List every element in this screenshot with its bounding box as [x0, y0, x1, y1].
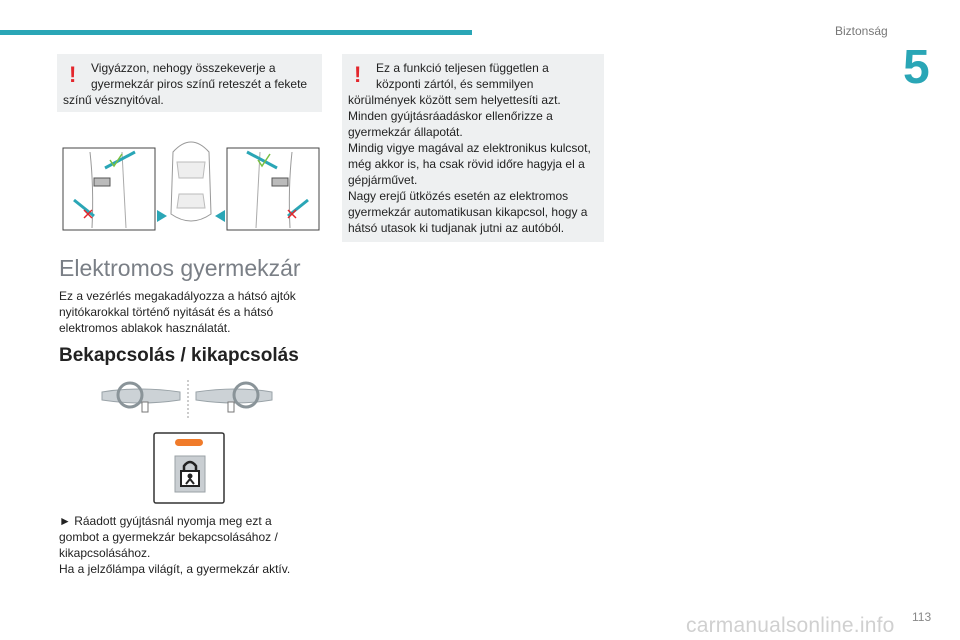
page-number: 113	[912, 610, 932, 624]
warning-line: Minden gyújtásráadáskor ellenőrizze a	[348, 109, 553, 123]
section2-instruction	[59, 513, 290, 577]
header-accent-bar	[0, 30, 472, 35]
arrow-left-icon	[215, 210, 225, 222]
warning-exclamation-icon: !	[69, 62, 77, 87]
warning-line: hátsó utasok ki tudjanak jutni az autóból.	[348, 221, 565, 235]
warning-line: Mindig vigye magával az elektronikus kulcsot,	[348, 141, 591, 155]
warning-line: gyermekzár piros színű reteszét a fekete	[91, 77, 308, 91]
warning-line: központi zártól, és semmilyen	[376, 77, 534, 91]
warning-line: még akkor is, ha csak rövid időre hagyja el a	[348, 157, 585, 171]
body-line: elektromos ablakok használatát.	[59, 321, 231, 335]
warning-line: Nagy erejű ütközés esetén az elektromos	[348, 189, 569, 203]
warning-line: Ez a funkció teljesen független a	[376, 61, 549, 75]
car-top-view	[171, 142, 211, 221]
indicator-lamp	[175, 439, 203, 446]
warning-line: gyermekzár állapotát.	[348, 125, 463, 139]
warning-callout-independence	[342, 54, 604, 242]
right-hand-drive-dashboard	[196, 383, 272, 412]
instruction-line: gombot a gyermekzár bekapcsolásához /	[59, 530, 278, 544]
section-title-on-off: Bekapcsolás / kikapcsolás	[59, 345, 299, 366]
child-lock-button-illustration	[153, 432, 225, 504]
instruction-line: Ha a jelzőlámpa világít, a gyermekzár aktív.	[59, 562, 291, 576]
right-door-panel	[227, 148, 319, 230]
warning-line: gépjárművet.	[348, 173, 418, 187]
warning-line: körülmények között sem helyettesíti azt.	[348, 93, 561, 107]
warning-line: színű vésznyitóval.	[63, 93, 164, 107]
instruction-line: kikapcsolásához.	[59, 546, 151, 560]
door-lock-illustration	[60, 128, 322, 232]
chapter-number: 5	[903, 41, 930, 94]
left-hand-drive-dashboard	[102, 383, 180, 412]
warning-line: Vigyázzon, nehogy összekeverje a	[91, 61, 276, 75]
section1-body	[59, 288, 296, 336]
warning-callout-color-confusion	[57, 54, 322, 112]
body-line: nyitókarokkal történő nyitását és a hátsó	[59, 305, 274, 319]
warning-line: gyermekzár automatikusan kikapcsol, hogy a	[348, 205, 588, 219]
left-door-panel	[63, 148, 155, 230]
instruction-line: ► Ráadott gyújtásnál nyomja meg ezt a	[59, 514, 272, 528]
warning-exclamation-icon: !	[354, 62, 362, 87]
watermark: carmanualsonline.info	[686, 614, 895, 637]
arrow-right-icon	[157, 210, 167, 222]
body-line: Ez a vezérlés megakadályozza a hátsó ajtók	[59, 289, 296, 303]
section-title-electric-child-lock: Elektromos gyermekzár	[59, 255, 301, 281]
dashboard-location-illustration	[100, 378, 275, 420]
section-title: Biztonság	[835, 24, 888, 38]
